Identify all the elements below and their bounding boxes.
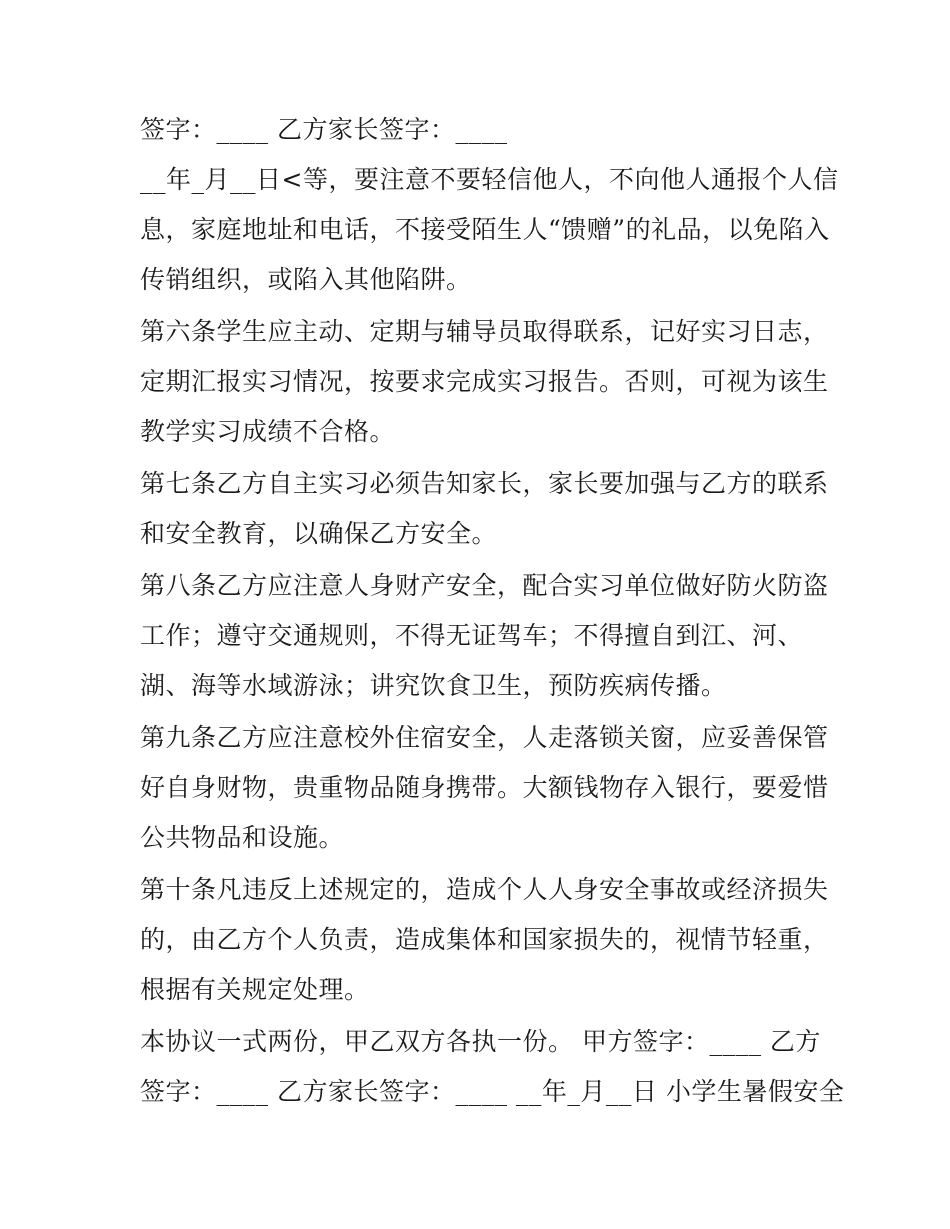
- text-line: 签字：____ 乙方家长签字：____: [140, 115, 508, 144]
- text-line: 第七条乙方自主实习必须告知家长，家长要加强与乙方的联系: [140, 469, 829, 498]
- text-line: 本协议一式两份，甲乙双方各执一份。 甲方签字：____ 乙方: [140, 1027, 821, 1056]
- text-line: 第八条乙方应注意人身财产安全，配合实习单位做好防火防盗: [140, 571, 829, 600]
- text-line: 的，由乙方个人负责，造成集体和国家损失的，视情节轻重，: [140, 925, 829, 954]
- text-line: 定期汇报实习情况，按要求完成实习报告。否则，可视为该生: [140, 367, 829, 396]
- text-line: 工作；遵守交通规则，不得无证驾车；不得擅自到江、河、: [140, 621, 804, 650]
- text-line: 根据有关规定处理。: [140, 975, 370, 1004]
- text-line: __年_月__日<等，要注意不要轻信他人，不向他人通报个人信: [140, 165, 839, 194]
- text-line: 好自身财物，贵重物品随身携带。大额钱物存入银行，要爱惜: [140, 773, 829, 802]
- text-line: 传销组织，或陷入其他陷阱。: [140, 265, 472, 294]
- text-line: 息，家庭地址和电话，不接受陌生人“馈赠”的礼品，以免陷入: [140, 215, 830, 244]
- text-line: 签字：____ 乙方家长签字：____ __年_月__日 小学生暑假安全: [140, 1077, 845, 1106]
- text-line: 教学实习成绩不合格。: [140, 417, 396, 446]
- text-line: 公共物品和设施。: [140, 823, 345, 852]
- text-line: 湖、海等水域游泳；讲究饮食卫生，预防疾病传播。: [140, 671, 727, 700]
- text-line: 第十条凡违反上述规定的，造成个人人身安全事故或经济损失: [140, 875, 829, 904]
- text-line: 和安全教育，以确保乙方安全。: [140, 519, 498, 548]
- text-line: 第六条学生应主动、定期与辅导员取得联系，记好实习日志，: [140, 317, 829, 346]
- text-line: 第九条乙方应注意校外住宿安全，人走落锁关窗，应妥善保管: [140, 723, 829, 752]
